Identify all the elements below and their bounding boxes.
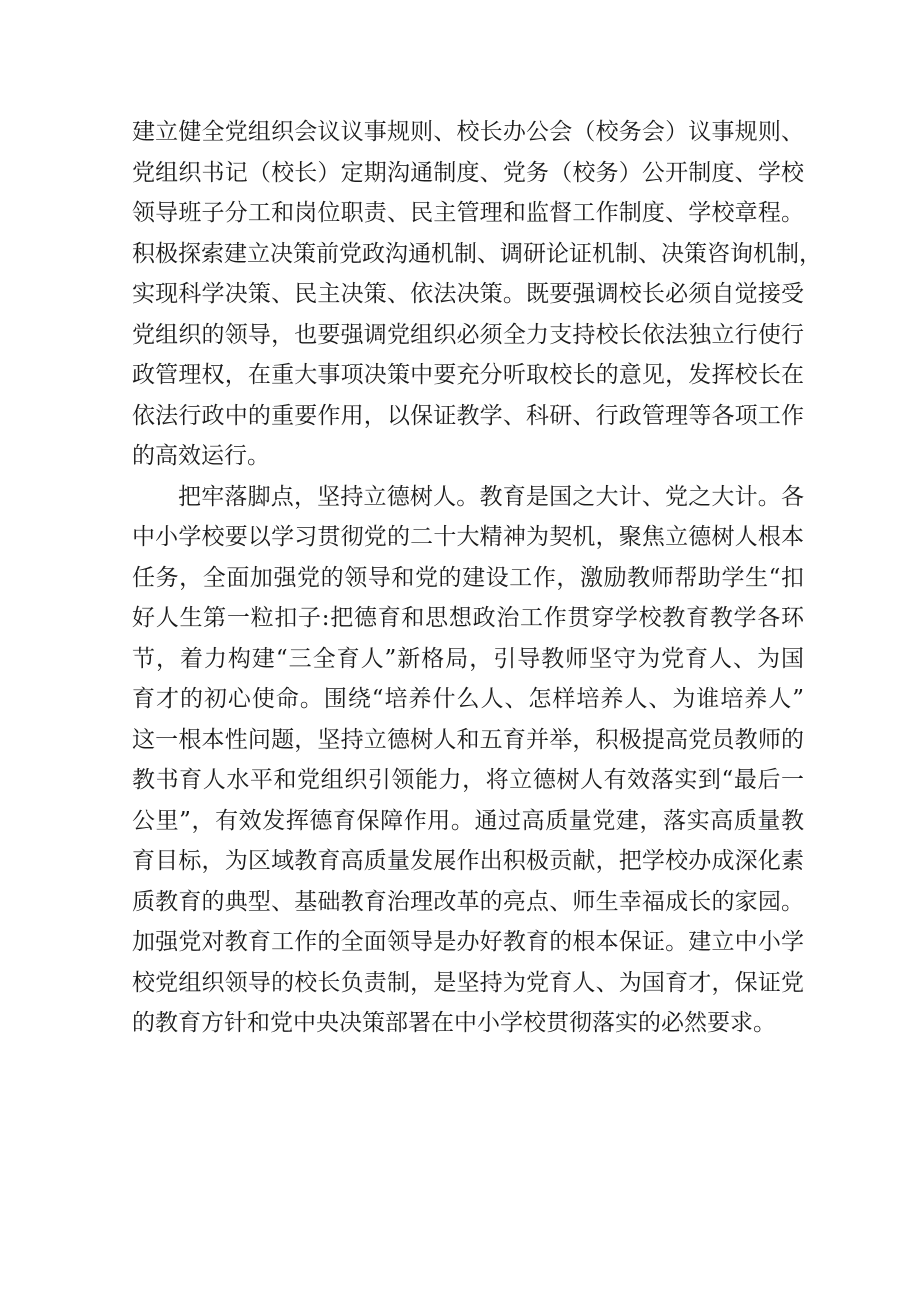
paragraph-2-line: 育目标，为区域教育高质量发展作出积极贡献，把学校办成深化素 (132, 848, 804, 874)
paragraph-1-line: 依法行政中的重要作用，以保证教学、科研、行政管理等各项工作 (132, 402, 804, 429)
paragraph-2-line: 的教育方针和党中央决策部署在中小学校贯彻落实的必然要求。 (132, 1010, 776, 1036)
paragraph-1-line: 党组织书记（校长）定期沟通制度、党务（校务）公开制度、学校 (132, 159, 804, 186)
paragraph-1-line: 党组织的领导，也要强调党组织必须全力支持校长依法独立行使行 (132, 321, 804, 348)
paragraph-2-line: 任务，全面加强党的领导和党的建设工作，激励教师帮助学生“扣 (132, 564, 804, 591)
paragraph-1-line: 建立健全党组织会议议事规则、校长办公会（校务会）议事规则、 (132, 119, 804, 145)
paragraph-2-line: 校党组织领导的校长负责制，是坚持为党育人、为国育才，保证党 (132, 969, 804, 996)
paragraph-2-line: 这一根本性问题，坚持立德树人和五育并举，积极提高党员教师的 (132, 726, 804, 753)
paragraph-1-line: 积极探索建立决策前党政沟通机制、调研论证机制、决策咨询机制， (132, 240, 822, 267)
paragraph-2-line: 质教育的典型、基础教育治理改革的亮点、师生幸福成长的家园。 (132, 888, 804, 915)
paragraph-1-line: 政管理权，在重大事项决策中要充分听取校长的意见，发挥校长在 (132, 362, 804, 388)
paragraph-2-line: 公里”，有效发挥德育保障作用。通过高质量党建，落实高质量教 (132, 807, 804, 834)
paragraph-2-line: 中小学校要以学习贯彻党的二十大精神为契机，聚焦立德树人根本 (132, 524, 804, 550)
paragraph-1-line: 的高效运行。 (132, 443, 270, 469)
paragraph-2-line: 教书育人水平和党组织引领能力，将立德树人有效落实到“最后一 (132, 767, 804, 793)
paragraph-2-line: 好人生第一粒扣子:把德育和思想政治工作贯穿学校教育教学各环 (132, 605, 804, 631)
paragraph-2-line: 节，着力构建“三全育人”新格局，引导教师坚守为党育人、为国 (132, 645, 804, 672)
paragraph-1-line: 领导班子分工和岗位职责、民主管理和监督工作制度、学校章程。 (132, 200, 804, 226)
paragraph-2-line: 加强党对教育工作的全面领导是办好教育的根本保证。建立中小学 (132, 929, 804, 955)
paragraph-2 (132, 477, 804, 1044)
paragraph-2-line: 育才的初心使命。围绕“培养什么人、怎样培养人、为谁培养人” (132, 686, 804, 712)
paragraph-2-line: 把牢落脚点，坚持立德树人。教育是国之大计、党之大计。各 (178, 483, 804, 510)
document-body (132, 112, 822, 1044)
paragraph-1 (132, 112, 822, 477)
paragraph-1-line: 实现科学决策、民主决策、依法决策。既要强调校长必须自觉接受 (132, 281, 804, 307)
